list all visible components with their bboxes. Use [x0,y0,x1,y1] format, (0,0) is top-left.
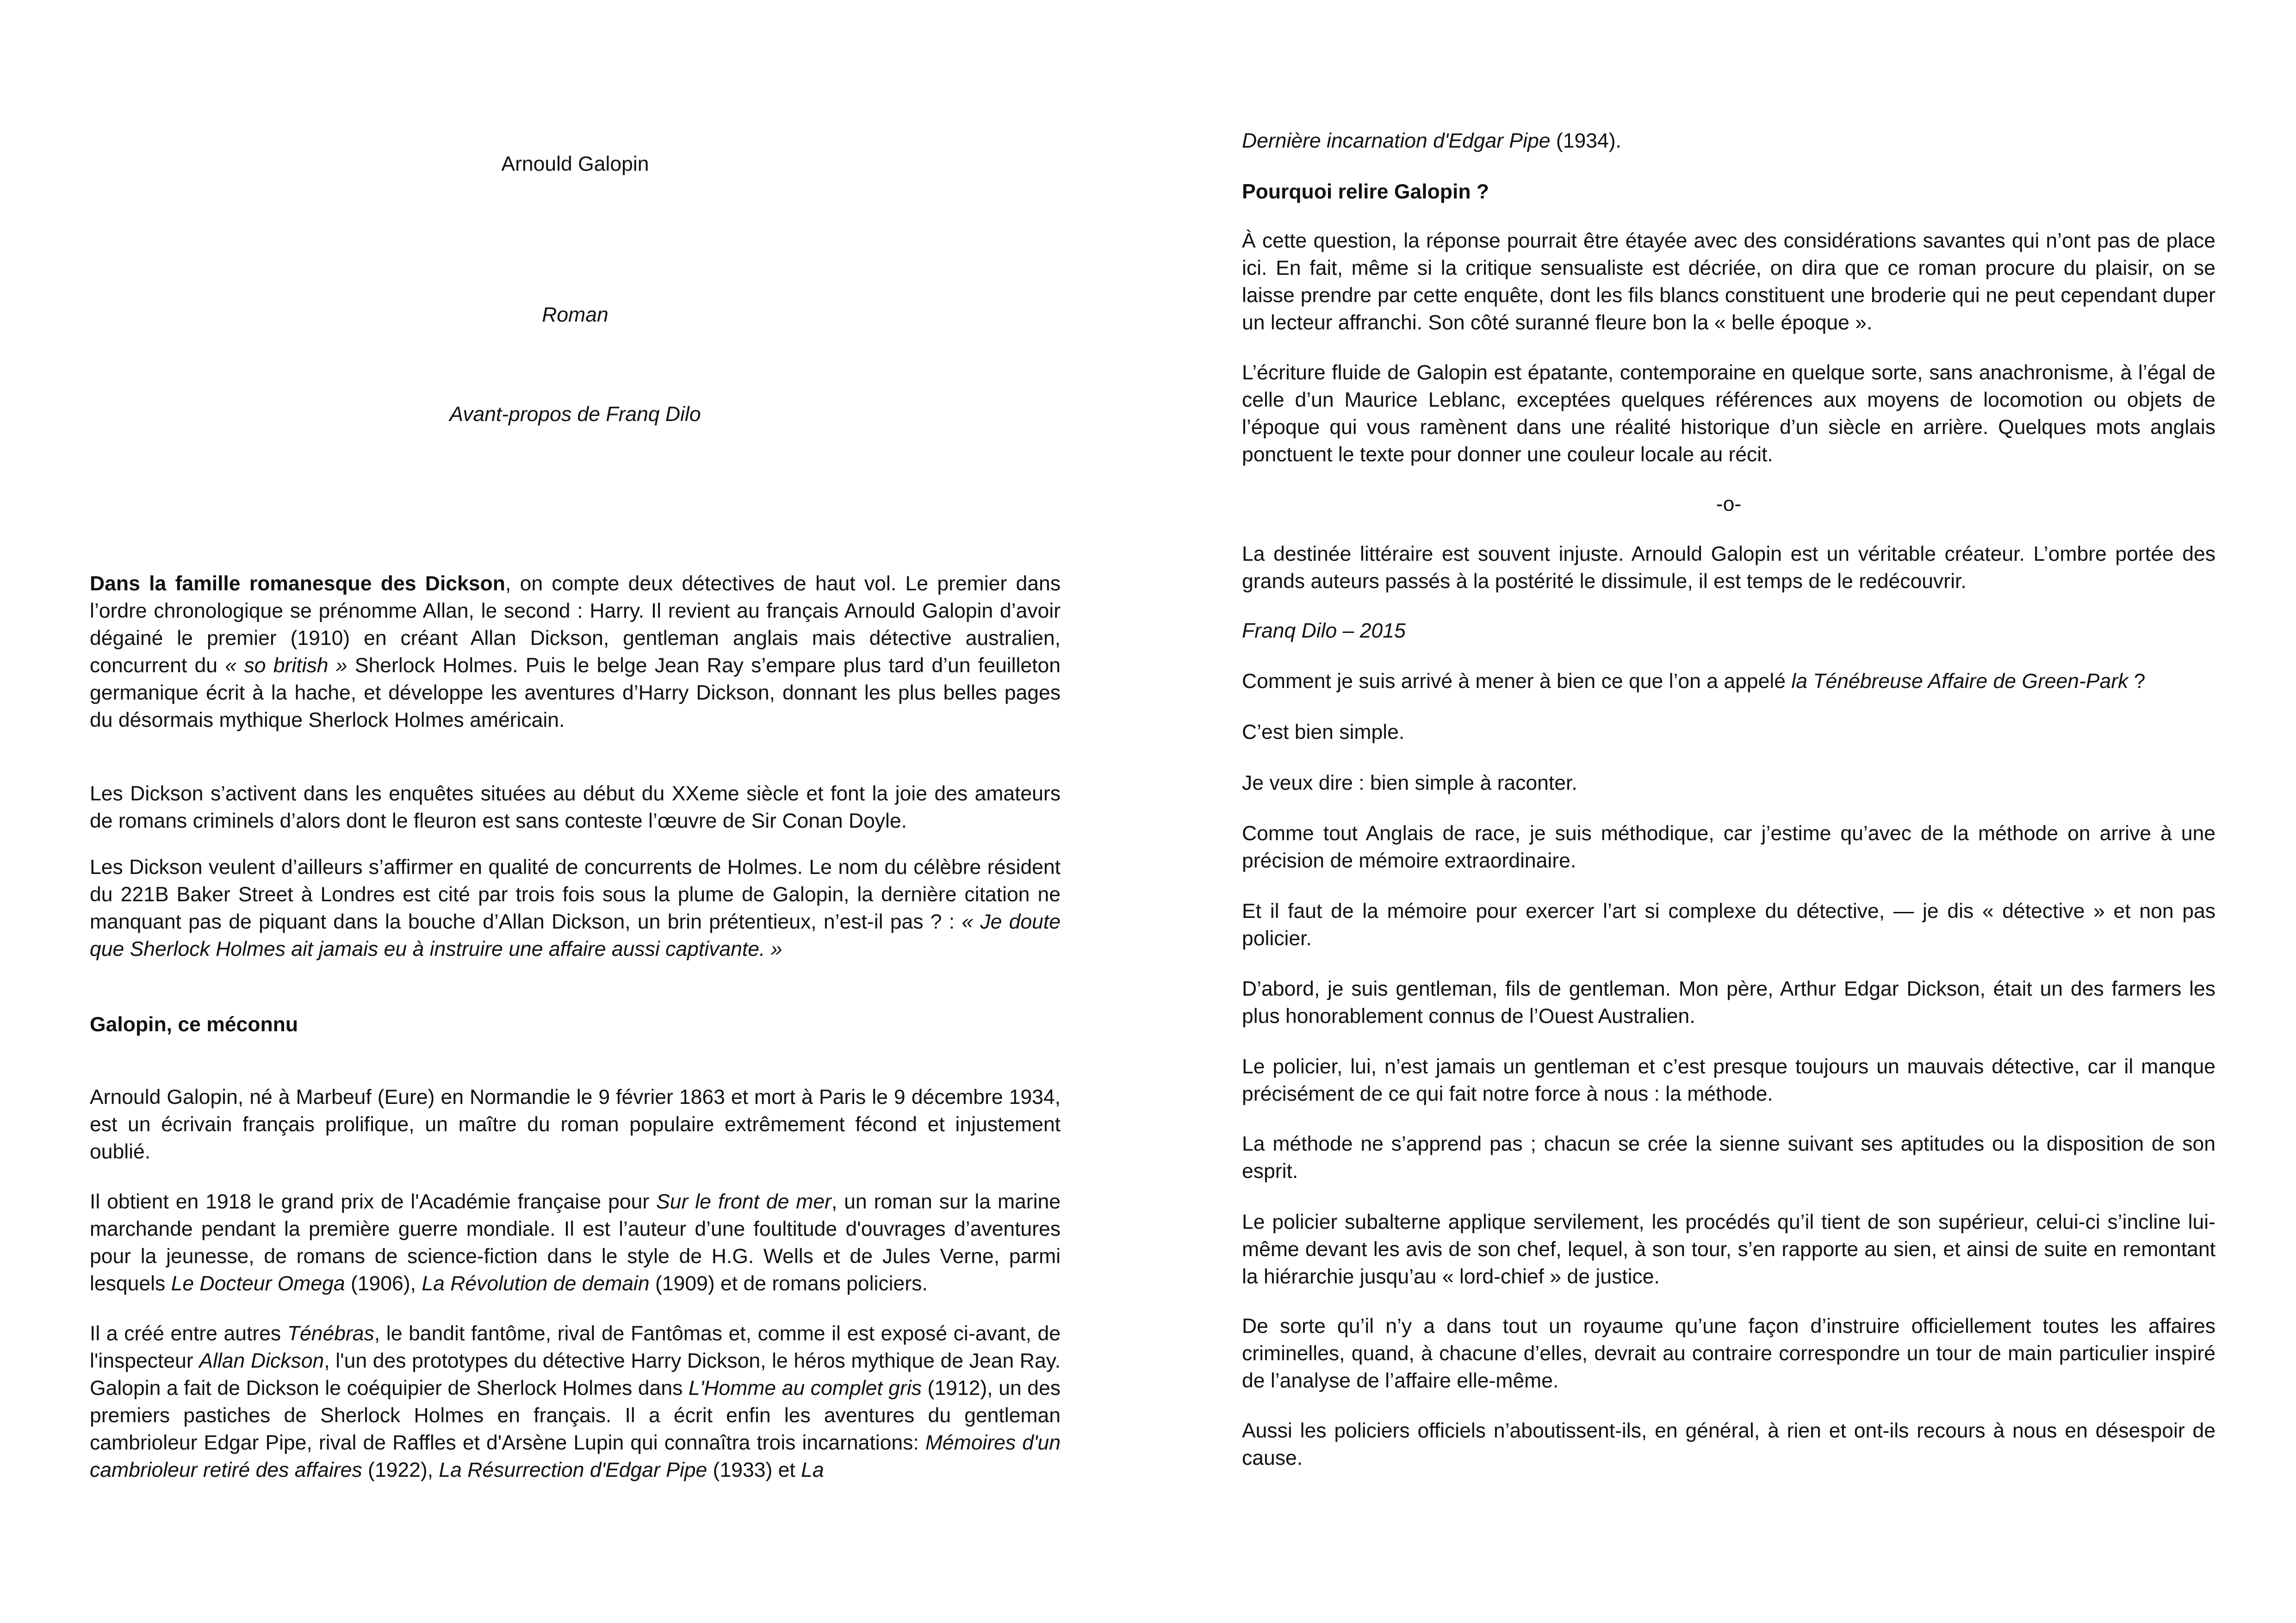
italic-text: « so british » [225,654,348,677]
text-run: (1922), [362,1459,439,1481]
italic-text: Sur le front de mer [656,1190,832,1213]
paragraph [1242,227,2215,336]
section-heading: Pourquoi relire Galopin ? [1242,180,1489,203]
italic-text: La Résurrection d'Edgar Pipe [439,1459,707,1481]
text-run: L’écriture fluide de Galopin est épatante, contemporaine en quelque sorte, sans anachronisme, à l’égal de celle d’un Maurice Leblanc, exceptées quelques références aux moyens de locomotion ou objets de l’époque qui vous ramènent dans une réalité historique d’un siècle en arrière. Quelques mots anglais ponctuent le texte pour donner une couleur locale au récit. [1242,361,2215,466]
paragraph [1242,820,2215,874]
text-run: , un roman sur la marine marchande pendant la première guerre mondiale. Il est l’auteur d’une foultitude d'ouvrages d’aventures pour la jeunesse, de romans de science-fiction dans le style de H.G. Wells et de Jules Verne, parmi lesquels [90,1190,1061,1295]
italic-text: Mémoires d'un cambrioleur retiré des affaires [90,1431,1061,1481]
paragraph [1242,1208,2215,1290]
text-run: C’est bien simple. [1242,721,1405,743]
text-run: (1912), un des premiers pastiches de Sherlock Holmes en français. Il a écrit enfin les aventures du gentleman cambrioleur Edgar Pipe, rival de Raffles et d'Arsène Lupin qui connaîtra trois incarnations: [90,1377,1061,1454]
text-run: La destinée littéraire est souvent injuste. Arnould Galopin est un véritable créateur. L’ombre portée des grands auteurs passés à la postérité le dissimule, il est temps de le redécouvrir. [1242,543,2215,593]
paragraph [1242,540,2215,595]
text-run: (1906), [345,1272,422,1295]
paragraph [90,570,1061,734]
text-run: Et il faut de la mémoire pour exercer l’art si complexe du détective, — je dis « détective » et non pas policier. [1242,900,2215,950]
text-run: Les Dickson s’activent dans les enquêtes situées au début du XXeme siècle et font la joie des amateurs de romans criminels d’alors dont le fleuron est sans conteste l’œuvre de Sir Conan Doyle. [90,782,1061,832]
text-run: La méthode ne s’apprend pas ; chacun se crée la sienne suivant ses aptitudes ou la disposition de son esprit. [1242,1133,2215,1183]
italic-text: la Ténébreuse Affaire de Green-Park [1791,670,2128,693]
paragraph [1242,127,2215,155]
paragraph [1242,1417,2215,1472]
text-run: (1934). [1550,130,1621,152]
bold-text: Dans la famille romanesque des Dickson [90,572,505,595]
text-run: (1909) et de romans policiers. [649,1272,928,1295]
text-run: , on compte deux détectives de haut vol. Le premier dans l’ordre chronologique se prénomme Allan, le second : Harry. Il revient au français Arnould Galopin d’avoir dégainé le premier (1910) en créant Allan Dickson, gentleman anglais mais détective australien, concurrent du [90,572,1061,677]
text-run: Il a créé entre autres [90,1322,287,1345]
text-run: Sherlock Holmes. Puis le belge Jean Ray s’empare plus tard d’un feuilleton germanique écrit à la hache, et développe les aventures d’Harry Dickson, donnant les plus belles pages du désormais mythique Sherlock Holmes américain. [90,654,1061,731]
italic-text: L'Homme au complet gris [689,1377,922,1400]
text-run: Les Dickson veulent d’ailleurs s’affirmer en qualité de concurrents de Holmes. Le nom du célèbre résident du 221B Baker Street à Londres est cité par trois fois sous la plume de Galopin, la dernière citation ne manquant pas de piquant dans la bouche d’Allan Dickson, un brin prétentieux, n’est-il pas ? : [90,856,1061,933]
text-run: Comment je suis arrivé à mener à bien ce que l’on a appelé [1242,670,1792,693]
left-page [90,0,1061,1623]
paragraph [1242,719,2215,746]
paragraph [1242,359,2215,468]
italic-text: « Je doute que Sherlock Holmes ait jamais eu à instruire une affaire aussi captivante. » [90,911,1061,960]
text-run: Arnould Galopin, né à Marbeuf (Eure) en Normandie le 9 février 1863 et mort à Paris le 9 décembre 1934, est un écrivain français prolifique, un maître du roman populaire extrêmement fécond et injustement oublié. [90,1086,1061,1163]
paragraph [1242,668,2215,695]
text-run: (1933) et [707,1459,801,1481]
text-run: Comme tout Anglais de race, je suis méthodique, car j’estime qu’avec de la méthode on arrive à une précision de mémoire extraordinaire. [1242,822,2215,872]
signature: Franq Dilo – 2015 [1242,619,1406,642]
italic-text: Le Docteur Omega [171,1272,345,1295]
section-separator: -o- [1716,493,1742,515]
right-page [1242,0,2215,1623]
italic-text: La Révolution de demain [422,1272,650,1295]
author-name: Arnould Galopin [501,153,649,175]
paragraph [1242,1053,2215,1108]
paragraph [1242,975,2215,1030]
paragraph [90,1320,1061,1484]
italic-text: Allan Dickson [199,1350,324,1372]
text-run: , l'un des prototypes du détective Harry Dickson, le héros mythique de Jean Ray. Galopin a fait de Dickson le coéquipier de Sherlock Holmes dans [90,1350,1061,1400]
paragraph [1242,1130,2215,1185]
text-run: Le policier subalterne applique servilement, les procédés qu’il tient de son supérieur, celui-ci s’incline lui-même devant les avis de son chef, lequel, à son tour, s’en rapporte au sien, et ainsi de suite en remontant la hiérarchie jusqu’au « lord-chief » de justice. [1242,1211,2215,1288]
paragraph [90,1084,1061,1165]
text-run: Aussi les policiers officiels n’aboutissent-ils, en général, à rien et ont-ils recours à nous en désespoir de cause. [1242,1419,2215,1469]
text-run: D’abord, je suis gentleman, fils de gentleman. Mon père, Arthur Edgar Dickson, était un des farmers les plus honorablement connus de l’Ouest Australien. [1242,978,2215,1028]
text-run: De sorte qu’il n’y a dans tout un royaume qu’une façon d’instruire officiellement toutes les affaires criminelles, quand, à chacune d’elles, devrait au contraire correspondre un tour de main particulier inspiré de l’analyse de l’affaire elle-même. [1242,1315,2215,1392]
foreword-credit: Avant-propos de Franq Dilo [449,403,701,426]
italic-text: Dernière incarnation d'Edgar Pipe [1242,130,1551,152]
text-run: Il obtient en 1918 le grand prix de l'Académie française pour [90,1190,657,1213]
genre-label: Roman [542,304,608,326]
paragraph [90,780,1061,835]
text-run: Le policier, lui, n’est jamais un gentleman et c’est presque toujours un mauvais détective, car il manque précisément de ce qui fait notre force à nous : la méthode. [1242,1055,2215,1105]
section-heading: Galopin, ce méconnu [90,1013,298,1036]
text-run: À cette question, la réponse pourrait être étayée avec des considérations savantes qui n’ont pas de place ici. En fait, même si la critique sensualiste est décriée, on dira que ce roman procure du plaisir, on se laisse prendre par cette enquête, dont les fils blancs constituent une broderie qui ne peut cependant duper un lecteur affranchi. Son côté suranné fleure bon la « belle époque ». [1242,229,2215,334]
paragraph [90,1188,1061,1297]
text-run: , le bandit fantôme, rival de Fantômas et, comme il est exposé ci-avant, de l'inspecteur [90,1322,1061,1372]
paragraph [1242,769,2215,797]
paragraph [1242,898,2215,952]
paragraph [90,854,1061,963]
text-run: ? [2128,670,2146,693]
text-run: Je veux dire : bien simple à raconter. [1242,772,1577,794]
italic-text: Ténébras [287,1322,374,1345]
italic-text: La [801,1459,824,1481]
paragraph [1242,1313,2215,1394]
